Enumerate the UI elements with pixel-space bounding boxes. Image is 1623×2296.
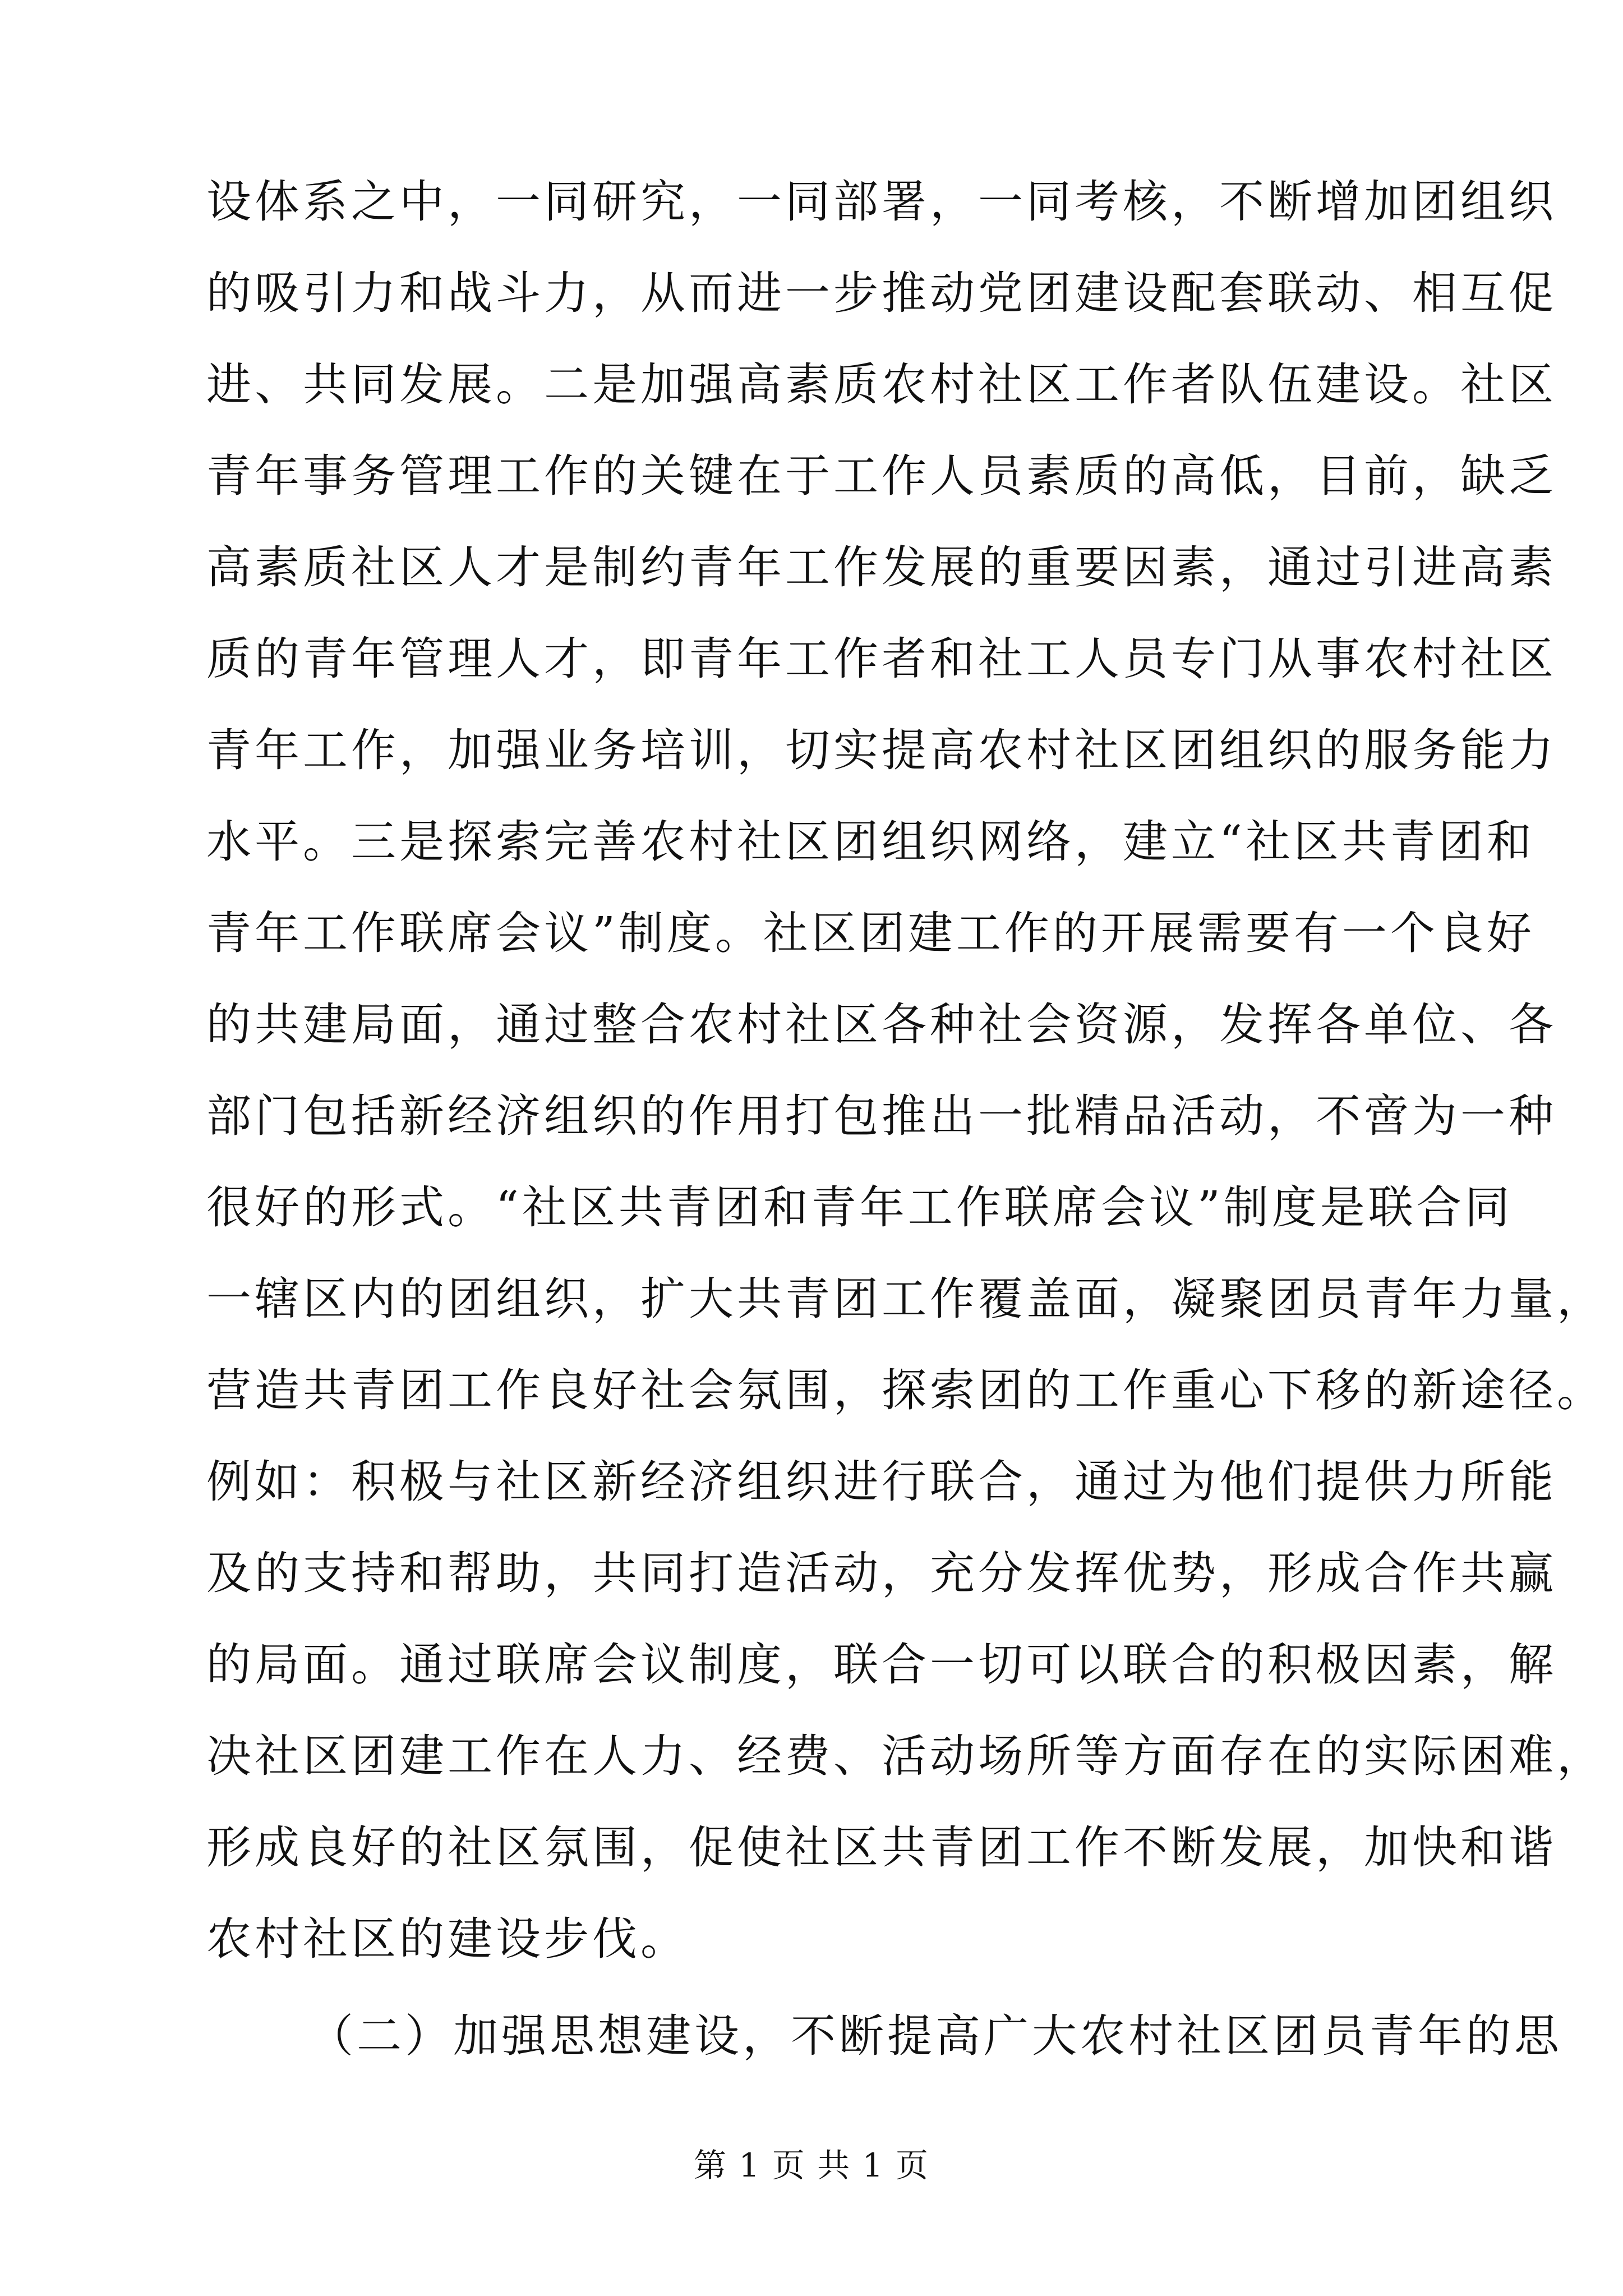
text-line: 农村社区的建设步伐。	[206, 1913, 689, 1965]
text-line: 例如：积极与社区新经济组织进行联合，通过为他们提供力所能	[206, 1456, 1557, 1508]
text-line: 进、共同发展。二是加强高素质农村社区工作者队伍建设。社区	[206, 358, 1557, 411]
text-line: 青年工作联席会议”制度。社区团建工作的开展需要有一个良好	[206, 907, 1535, 959]
text-line: 的共建局面，通过整合农村社区各种社会资源，发挥各单位、各	[206, 999, 1557, 1051]
text-line: 形成良好的社区氛围，促使社区共青团工作不断发展，加快和谐	[206, 1821, 1557, 1874]
section-heading-line: （二）加强思想建设，不断提高广大农村社区团员青年的思	[308, 2010, 1562, 2062]
text-line: 的局面。通过联席会议制度，联合一切可以联合的积极因素，解	[206, 1639, 1557, 1691]
text-line: 的吸引力和战斗力，从而进一步推动党团建设配套联动、相互促	[206, 267, 1557, 319]
text-line: 部门包括新经济组织的作用打包推出一批精品活动，不啻为一种	[206, 1090, 1557, 1142]
page-footer: 第 1 页 共 1 页	[694, 2146, 929, 2184]
text-line: 一辖区内的团组织，扩大共青团工作覆盖面，凝聚团员青年力量，	[206, 1273, 1605, 1325]
text-line: 质的青年管理人才，即青年工作者和社工人员专门从事农村社区	[206, 633, 1557, 685]
text-line: 水平。三是探索完善农村社区团组织网络，建立“社区共青团和	[206, 816, 1535, 868]
text-line: 营造共青团工作良好社会氛围，探索团的工作重心下移的新途径。	[206, 1364, 1605, 1416]
text-line: 设体系之中，一同研究，一同部署，一同考核，不断增加团组织	[206, 176, 1557, 228]
text-line: 青年工作，加强业务培训，切实提高农村社区团组织的服务能力	[206, 724, 1557, 776]
text-line: 决社区团建工作在人力、经费、活动场所等方面存在的实际困难，	[206, 1730, 1605, 1782]
text-line: 及的支持和帮助，共同打造活动，充分发挥优势，形成合作共赢	[206, 1547, 1557, 1599]
text-line: 青年事务管理工作的关键在于工作人员素质的高低，目前，缺乏	[206, 450, 1557, 502]
text-line: 很好的形式。“社区共青团和青年工作联席会议”制度是联合同	[206, 1181, 1513, 1234]
text-line: 高素质社区人才是制约青年工作发展的重要因素，通过引进高素	[206, 541, 1557, 593]
